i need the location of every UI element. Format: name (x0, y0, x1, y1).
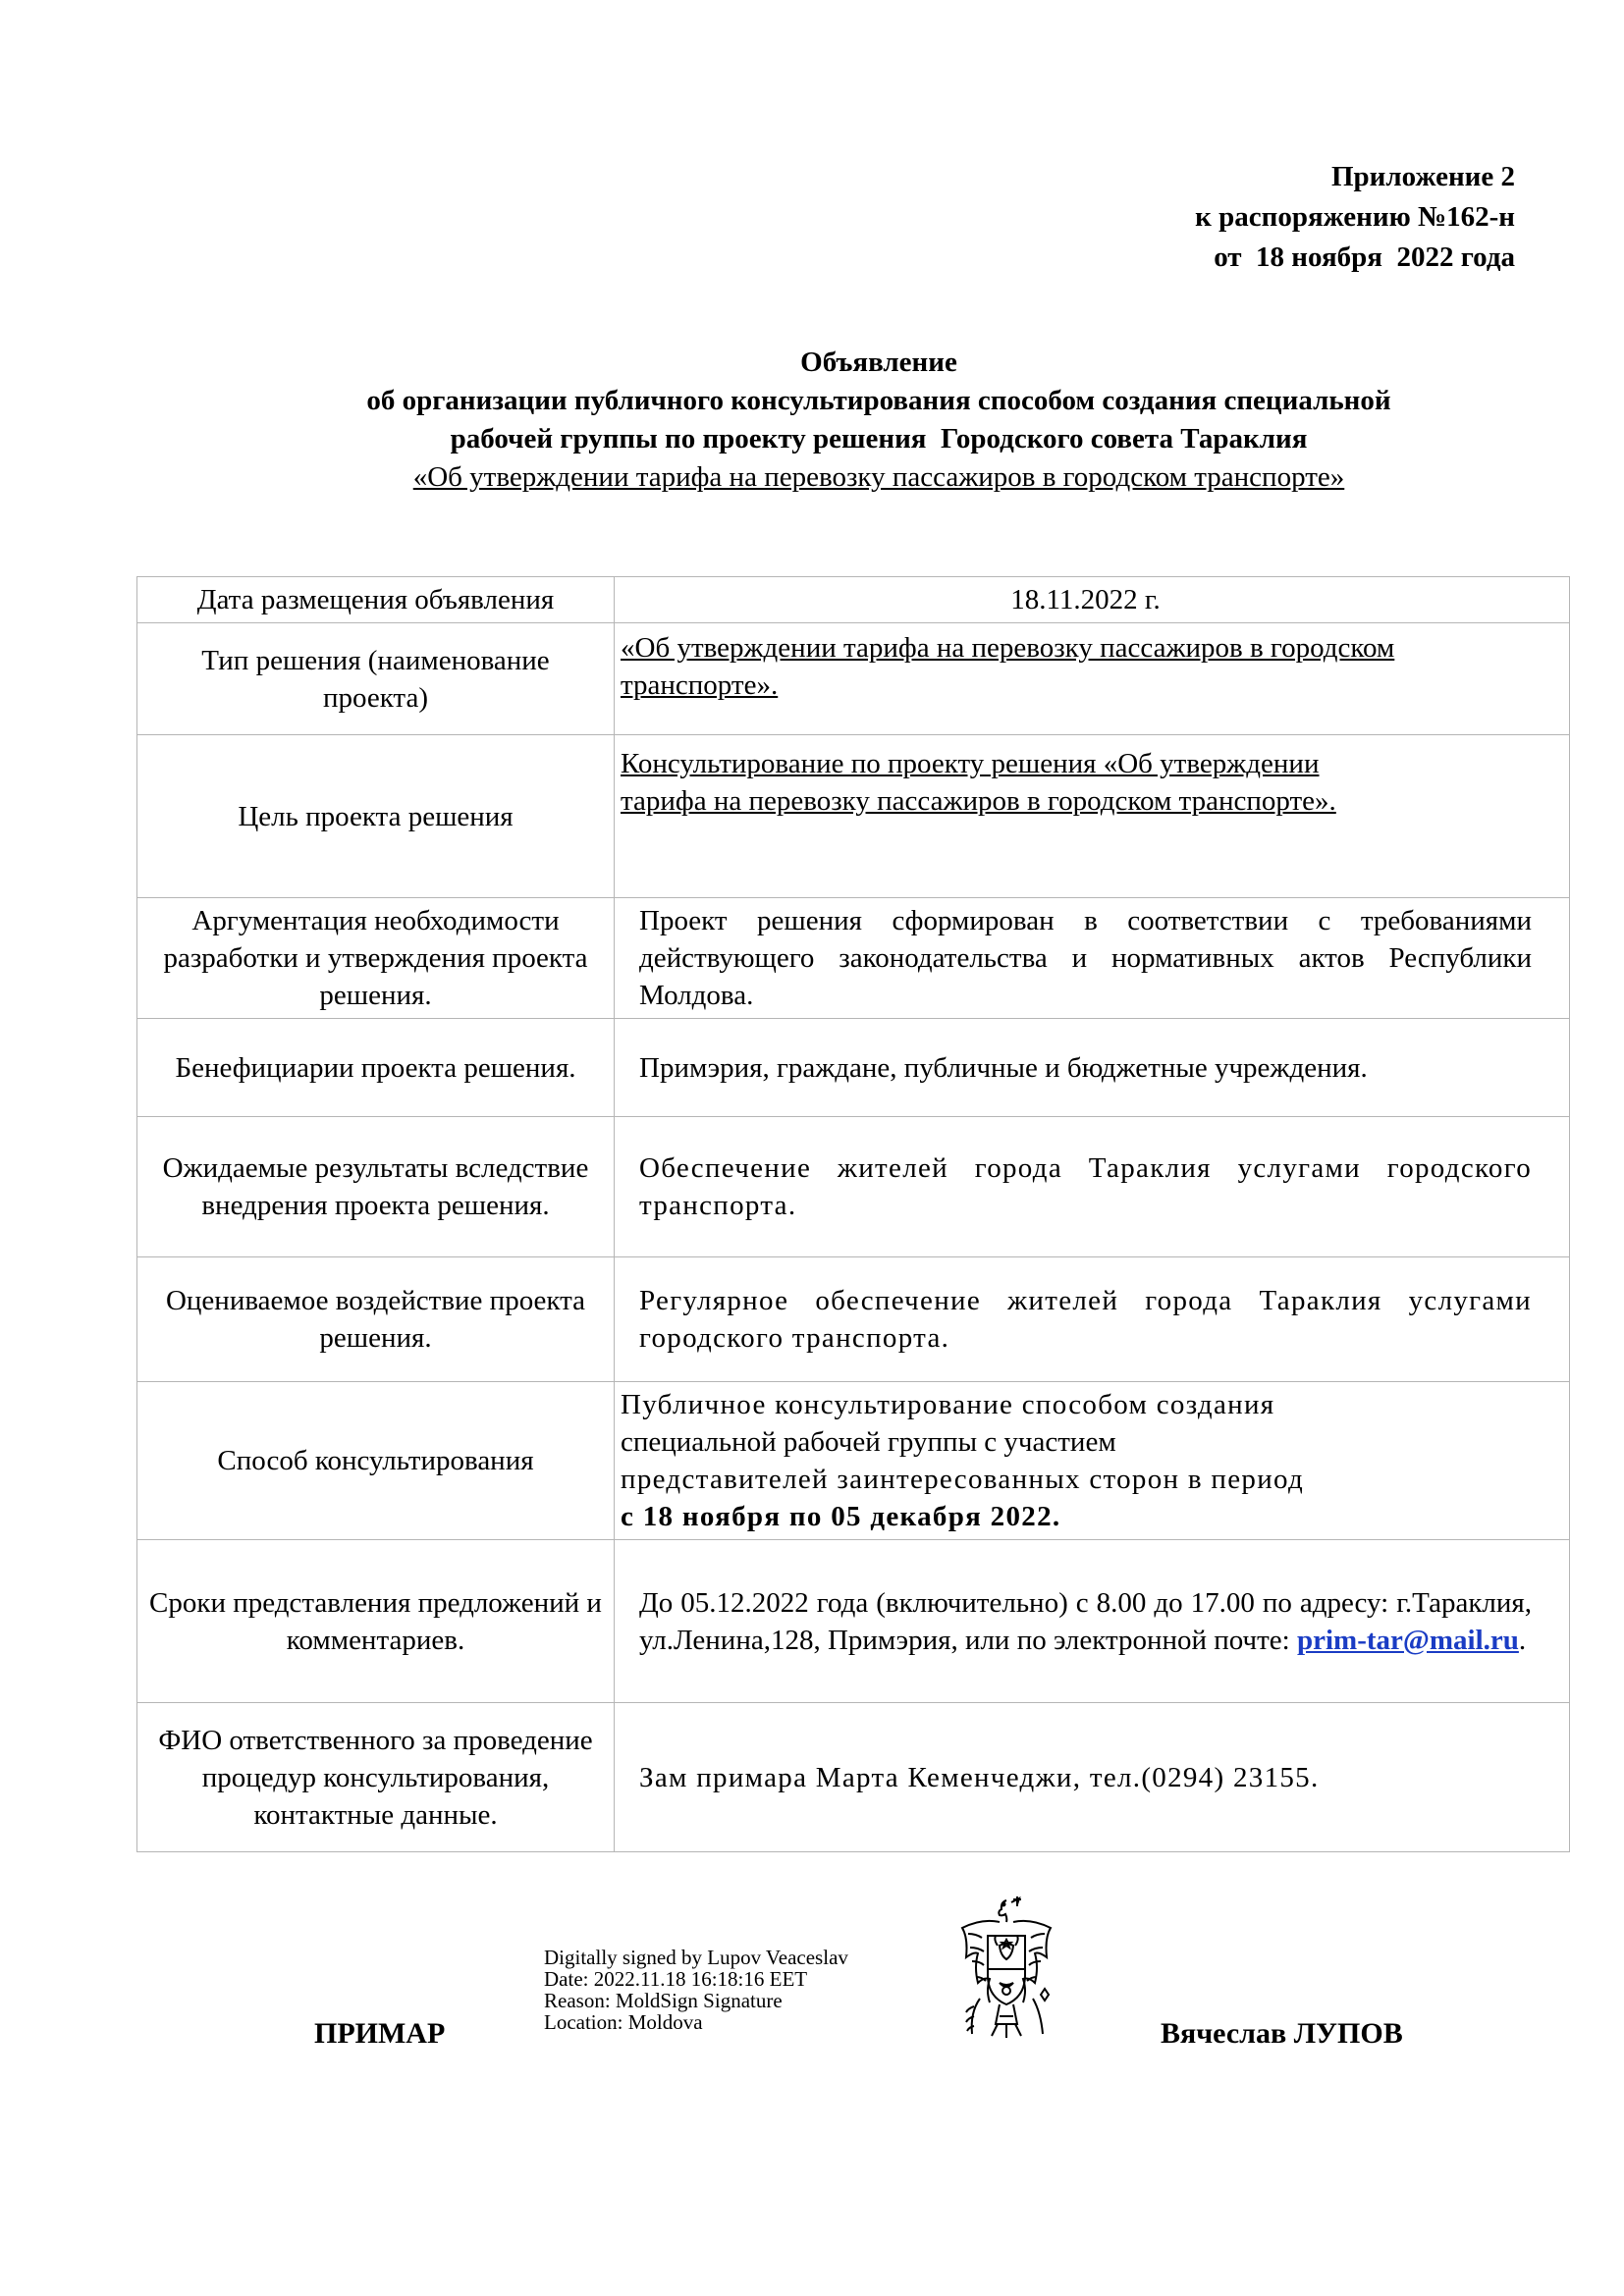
document-title: Объявление (800, 347, 957, 378)
coat-of-arms-icon (950, 1893, 1063, 2045)
row-label: ФИО ответственного за проведение процедур консультирования, контактные данные. (137, 1703, 615, 1852)
row-value: Регулярное обеспечение жителей города Тараклия услугами городского транспорта. (615, 1257, 1570, 1382)
signatory-name: Вячеслав ЛУПОВ (1161, 2017, 1403, 2050)
row-value-line-3: представителей заинтересованных сторон в период (621, 1464, 1305, 1495)
row-value: 18.11.2022 г. (615, 577, 1570, 623)
digital-signature-location: Location: Moldova (544, 2010, 703, 2034)
row-value: Проект решения сформирован в соответствии с требованиями действующего законодательства и нормативных актов Республики Молдова. (615, 898, 1570, 1019)
heading-line-3: рабочей группы по проекту решения Городского совета Тараклия (450, 423, 1308, 454)
digital-signature (544, 1947, 848, 2033)
digital-signature-date: Date: 2022.11.18 16:18:16 EET (544, 1967, 808, 1991)
row-value-end: . (1518, 1624, 1527, 1656)
digital-signature-reason: Reason: MoldSign Signature (544, 1989, 783, 2012)
table-row (137, 1382, 1570, 1540)
row-label: Сроки представления предложений и комментариев. (137, 1540, 615, 1703)
row-value: Примэрия, граждане, публичные и бюджетные учреждения. (615, 1019, 1570, 1117)
table-row (137, 623, 1570, 735)
table-row (137, 577, 1570, 623)
row-value: Обеспечение жителей города Тараклия услугами городского транспорта. (615, 1117, 1570, 1257)
table-row (137, 1117, 1570, 1257)
row-label: Аргументация необходимости разработки и утверждения проекта решения. (137, 898, 615, 1019)
heading-line-2: об организации публичного консультирования способом создания специальной (366, 385, 1391, 416)
consultation-period: с 18 ноября по 05 декабря 2022. (621, 1501, 1061, 1532)
row-label: Способ консультирования (137, 1382, 615, 1540)
document-heading (196, 344, 1561, 497)
table-row (137, 735, 1570, 898)
row-value-line-1: Консультирование по проекту решения «Об утверждении (621, 748, 1320, 779)
announcement-table (136, 576, 1570, 1852)
annex-date: от 18 ноября 2022 года (1214, 241, 1515, 273)
row-label: Дата размещения объявления (137, 577, 615, 623)
signatory-position: ПРИМАР (314, 2017, 446, 2050)
row-label: Оцениваемое воздействие проекта решения. (137, 1257, 615, 1382)
row-label: Цель проекта решения (137, 735, 615, 898)
annex-reference (828, 157, 1515, 278)
email-link[interactable]: prim-tar@mail.ru (1297, 1624, 1519, 1656)
table-row (137, 1703, 1570, 1852)
row-value-line-1: Публичное консультирование способом создания (621, 1389, 1275, 1420)
row-value: До 05.12.2022 года (включительно) с 8.00 до 17.00 по адресу: г.Тараклия, ул.Ленина,128, Примэрия, или по электронной почте: (639, 1586, 1532, 1656)
row-label: Бенефициарии проекта решения. (137, 1019, 615, 1117)
row-value: «Об утверждении тарифа на перевозку пассажиров в городском транспорте». (621, 632, 1395, 701)
annex-number: Приложение 2 (1331, 161, 1515, 192)
table-row (137, 898, 1570, 1019)
annex-order: к распоряжению №162-н (1195, 201, 1515, 233)
table-row (137, 1257, 1570, 1382)
table-row (137, 1019, 1570, 1117)
heading-subtitle: «Об утверждении тарифа на перевозку пассажиров в городском транспорте» (412, 461, 1345, 493)
row-value-line-2: тарифа на перевозку пассажиров в городском транспорте». (621, 785, 1336, 817)
table-row (137, 1540, 1570, 1703)
row-label: Тип решения (наименование проекта) (137, 623, 615, 735)
digital-signature-signer: Digitally signed by Lupov Veaceslav (544, 1946, 848, 1969)
row-label: Ожидаемые результаты вследствие внедрения проекта решения. (137, 1117, 615, 1257)
row-value-line-2: специальной рабочей группы с участием (621, 1426, 1116, 1458)
row-value: Зам примара Марта Кеменчеджи, тел.(0294) 23155. (615, 1703, 1570, 1852)
